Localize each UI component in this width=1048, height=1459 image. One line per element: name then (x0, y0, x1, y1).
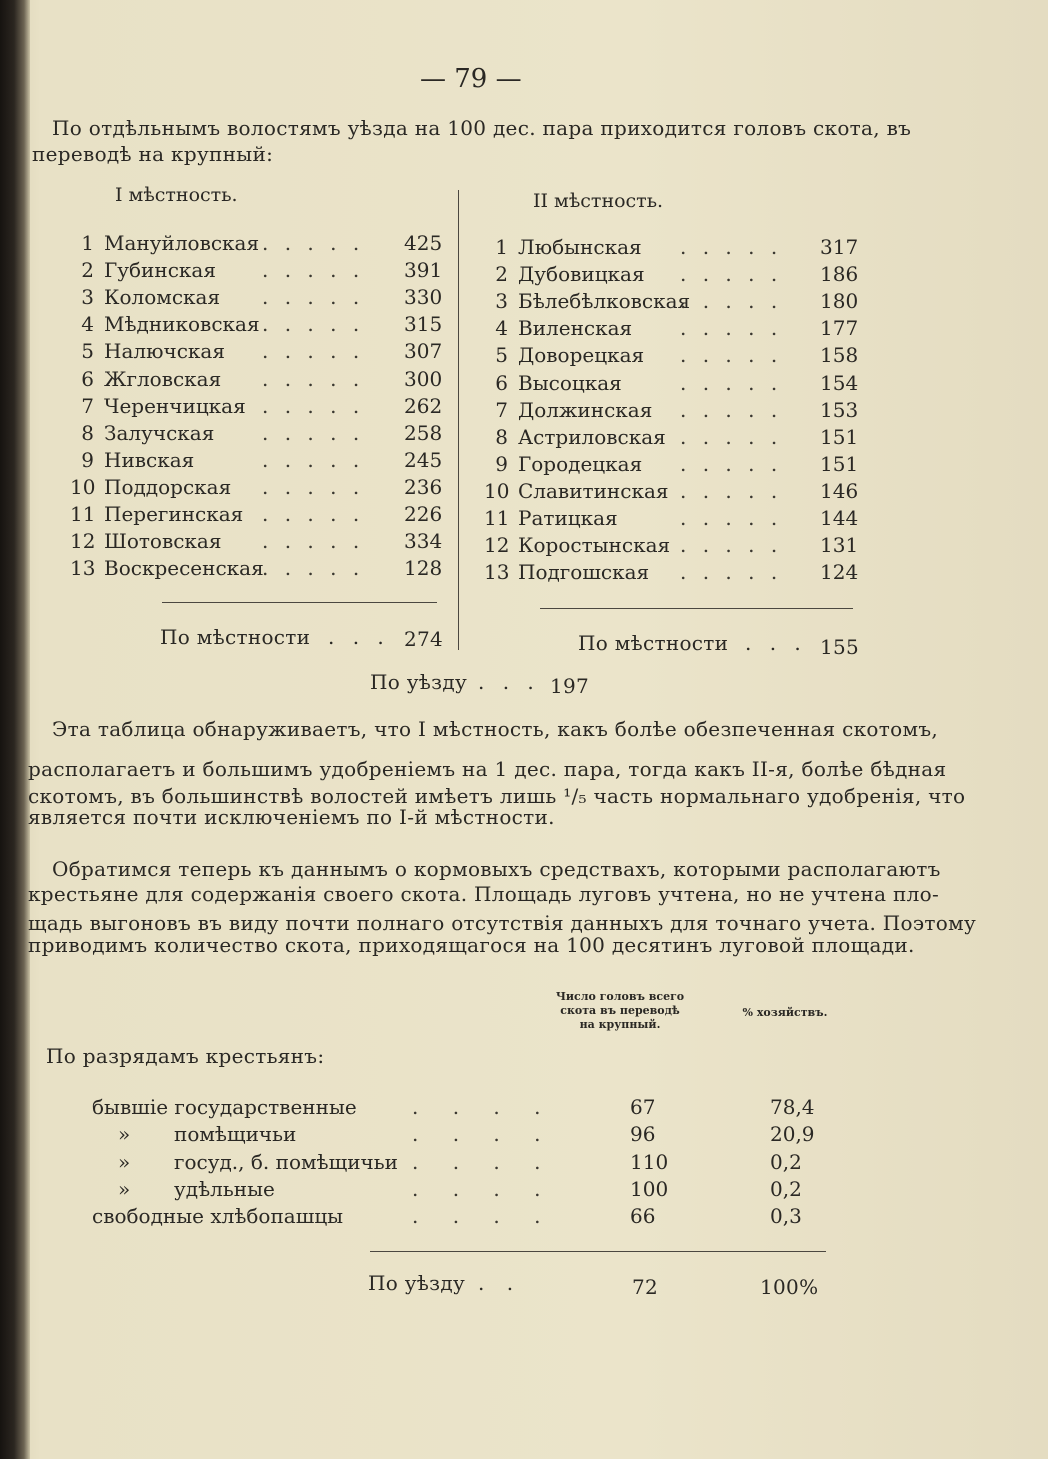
peasant-category: помѣщичьи (174, 1122, 297, 1147)
head-count: 315 (404, 312, 443, 337)
head-count: 262 (404, 393, 443, 418)
para2-line-4: приводимъ количество скота, приходящагося на 100 десятинъ луговой площади. (28, 933, 915, 957)
row-number: 12 (70, 529, 96, 554)
head-count: 66 (630, 1204, 656, 1229)
head-count: 154 (820, 370, 859, 395)
table1-left-total-value: 274 (404, 627, 444, 651)
volost-name: Бѣлебѣлковская (518, 289, 691, 314)
row-number: 5 (495, 343, 508, 368)
head-count: 144 (820, 506, 859, 530)
table1-district-value: 197 (550, 674, 590, 698)
head-count: 258 (404, 420, 443, 445)
leader-dots: . . . . . (262, 231, 365, 255)
leader-dots: . . . . . (262, 447, 365, 472)
leader-dots: . . . . . (262, 339, 365, 364)
leader-dots: . . . . . (262, 366, 365, 391)
row-number: 5 (81, 339, 94, 364)
volost-name: Высоцкая (518, 370, 622, 395)
volost-name: Коростынская (518, 533, 671, 558)
row-number: 3 (81, 285, 94, 310)
book-binding-edge (0, 0, 30, 1459)
volost-name: Жгловская (104, 366, 222, 391)
leader-dots: . . . . . (262, 258, 365, 283)
row-number: 13 (70, 556, 96, 581)
volost-name: Городецкая (518, 451, 643, 476)
table2-total-label: По уѣзду (368, 1271, 466, 1295)
household-percent: 20,9 (770, 1122, 815, 1147)
head-count: 100 (630, 1176, 669, 1201)
leader-dots: . . . . . (680, 289, 783, 314)
row-number: 1 (495, 235, 508, 259)
head-count: 158 (820, 343, 859, 368)
volost-name: Коломская (104, 285, 221, 310)
row-number: 3 (495, 289, 508, 314)
para2-line-1: Обратимся теперь къ даннымъ о кормовыхъ средствахъ, которыми располагаютъ (52, 857, 941, 881)
table1-right-total-label: По мѣстности (578, 631, 729, 655)
table2-total-dots: . . (478, 1271, 522, 1295)
head-count: 300 (404, 366, 443, 391)
table2-col1-header: Число головъ всего скота въ переводѣ на крупный. (555, 990, 685, 1031)
table1-column-divider (458, 190, 459, 650)
row-number: 2 (495, 262, 508, 287)
table1-left-total-rule (162, 602, 437, 603)
volost-name: Подгошская (518, 560, 650, 585)
leader-dots: . . . . . (262, 393, 365, 418)
head-count: 307 (404, 339, 443, 364)
volost-name: Виленская (518, 316, 633, 341)
leader-dots: . . . . . (680, 451, 783, 476)
row-number: 12 (484, 533, 510, 558)
leader-dots: . . . . . (680, 343, 783, 368)
household-percent: 78,4 (770, 1095, 815, 1119)
para2-line-2: крестьяне для содержанія своего скота. Площадь луговъ учтена, но не учтена пло- (28, 882, 940, 906)
volost-name: Перегинская (104, 502, 244, 526)
table1-district-dots: . . . (478, 670, 540, 694)
volost-name: Черенчицкая (104, 393, 246, 418)
head-count: 226 (404, 502, 443, 526)
head-count: 245 (404, 447, 443, 472)
volost-name: Поддорская (104, 474, 232, 499)
leader-dots: . . . . (412, 1149, 555, 1174)
leader-dots: . . . . . (262, 502, 365, 526)
head-count: 124 (820, 560, 859, 585)
volost-name: Шотовская (104, 529, 222, 554)
volost-name: Славитинская (518, 478, 669, 503)
table1-right-total-rule (540, 608, 853, 609)
intro-line-1: По отдѣльнымъ волостямъ уѣзда на 100 дес. пара приходится головъ скота, въ (52, 116, 912, 140)
row-number: 9 (81, 447, 94, 472)
intro-line-2: переводѣ на крупный: (32, 142, 274, 166)
table2-total-percent: 100% (760, 1275, 819, 1299)
household-percent: 0,2 (770, 1149, 802, 1174)
row-number: 7 (495, 397, 508, 422)
table1-left-header: I мѣстность. (115, 184, 238, 206)
leader-dots: . . . . . (262, 529, 365, 554)
leader-dots: . . . . . (680, 506, 783, 530)
table2-row-heading: По разрядамъ крестьянъ: (46, 1044, 325, 1068)
row-number: 6 (81, 366, 94, 391)
row-number: 2 (81, 258, 94, 283)
leader-dots: . . . . . (680, 262, 783, 287)
para1-line-2: располагаетъ и большимъ удобреніемъ на 1 дес. пара, тогда какъ II-я, болѣе бѣдная (28, 757, 947, 781)
ditto-mark: » (118, 1149, 131, 1174)
head-count: 146 (820, 478, 859, 503)
row-number: 11 (70, 502, 96, 526)
row-number: 1 (81, 231, 94, 255)
para1-line-4: является почти исключеніемъ по I-й мѣстности. (28, 805, 555, 829)
head-count: 334 (404, 529, 443, 554)
leader-dots: . . . . . (680, 235, 783, 259)
row-number: 9 (495, 451, 508, 476)
peasant-category: госуд., б. помѣщичьи (174, 1149, 398, 1174)
head-count: 96 (630, 1122, 656, 1147)
peasant-category: свободные хлѣбопашцы (92, 1204, 344, 1229)
volost-name: Ратицкая (518, 506, 618, 530)
head-count: 128 (404, 556, 443, 581)
table1-right-header: II мѣстность. (533, 190, 664, 212)
leader-dots: . . . . . (262, 285, 365, 310)
leader-dots: . . . . (412, 1176, 555, 1201)
head-count: 317 (820, 235, 859, 259)
row-number: 4 (495, 316, 508, 341)
ditto-mark: » (118, 1122, 131, 1147)
head-count: 153 (820, 397, 859, 422)
para2-line-3: щадь выгоновъ въ виду почти полнаго отсутствія данныхъ для точнаго учета. Поэтому (28, 911, 977, 935)
head-count: 151 (820, 451, 859, 476)
head-count: 236 (404, 474, 443, 499)
head-count: 110 (630, 1149, 669, 1174)
table1-right-total-dots: . . . (745, 631, 807, 655)
head-count: 151 (820, 424, 859, 449)
household-percent: 0,2 (770, 1176, 802, 1201)
leader-dots: . . . . . (262, 556, 365, 581)
head-count: 186 (820, 262, 859, 287)
table1-left-total-dots: . . . (328, 625, 390, 649)
table1-district-label: По уѣзду (370, 670, 468, 694)
table1-right-total-value: 155 (820, 635, 860, 659)
leader-dots: . . . . . (262, 474, 365, 499)
row-number: 6 (495, 370, 508, 395)
table2-total-rule (370, 1251, 826, 1252)
leader-dots: . . . . . (680, 397, 783, 422)
leader-dots: . . . . . (680, 424, 783, 449)
table1-left-total-label: По мѣстности (160, 625, 311, 649)
peasant-category: бывшіе государственные (92, 1095, 357, 1119)
volost-name: Должинская (518, 397, 653, 422)
volost-name: Мѣдниковская (104, 312, 260, 337)
row-number: 8 (495, 424, 508, 449)
row-number: 8 (81, 420, 94, 445)
peasant-category: удѣльные (174, 1176, 275, 1201)
page-number: — 79 — (420, 64, 522, 94)
row-number: 10 (70, 474, 96, 499)
head-count: 330 (404, 285, 443, 310)
leader-dots: . . . . . (680, 370, 783, 395)
leader-dots: . . . . . (680, 533, 783, 558)
volost-name: Мануйловская (104, 231, 260, 255)
leader-dots: . . . . . (680, 316, 783, 341)
row-number: 13 (484, 560, 510, 585)
leader-dots: . . . . (412, 1095, 555, 1119)
ditto-mark: » (118, 1176, 131, 1201)
row-number: 7 (81, 393, 94, 418)
volost-name: Воскресенская (104, 556, 264, 581)
leader-dots: . . . . (412, 1122, 555, 1147)
volost-name: Налючская (104, 339, 225, 364)
head-count: 180 (820, 289, 859, 314)
volost-name: Доворецкая (518, 343, 645, 368)
volost-name: Дубовицкая (518, 262, 645, 287)
volost-name: Губинская (104, 258, 216, 283)
table2-col2-header: % хозяйствъ. (742, 1006, 828, 1019)
para1-line-1: Эта таблица обнаруживаетъ, что I мѣстность, какъ болѣе обезпеченная скотомъ, (52, 717, 939, 741)
volost-name: Астриловская (518, 424, 666, 449)
leader-dots: . . . . . (262, 312, 365, 337)
para1-line-3: скотомъ, въ большинствѣ волостей имѣетъ лишь ¹/₅ часть нормальнаго удобренія, что (28, 784, 966, 808)
head-count: 425 (404, 231, 443, 255)
table2-total-count: 72 (632, 1275, 659, 1299)
leader-dots: . . . . (412, 1204, 555, 1229)
head-count: 177 (820, 316, 859, 341)
leader-dots: . . . . . (680, 560, 783, 585)
head-count: 131 (820, 533, 859, 558)
leader-dots: . . . . . (262, 420, 365, 445)
leader-dots: . . . . . (680, 478, 783, 503)
row-number: 4 (81, 312, 94, 337)
household-percent: 0,3 (770, 1204, 802, 1229)
row-number: 10 (484, 478, 510, 503)
row-number: 11 (484, 506, 510, 530)
volost-name: Любынская (518, 235, 642, 259)
head-count: 391 (404, 258, 443, 283)
head-count: 67 (630, 1095, 656, 1119)
volost-name: Залучская (104, 420, 215, 445)
volost-name: Нивская (104, 447, 195, 472)
